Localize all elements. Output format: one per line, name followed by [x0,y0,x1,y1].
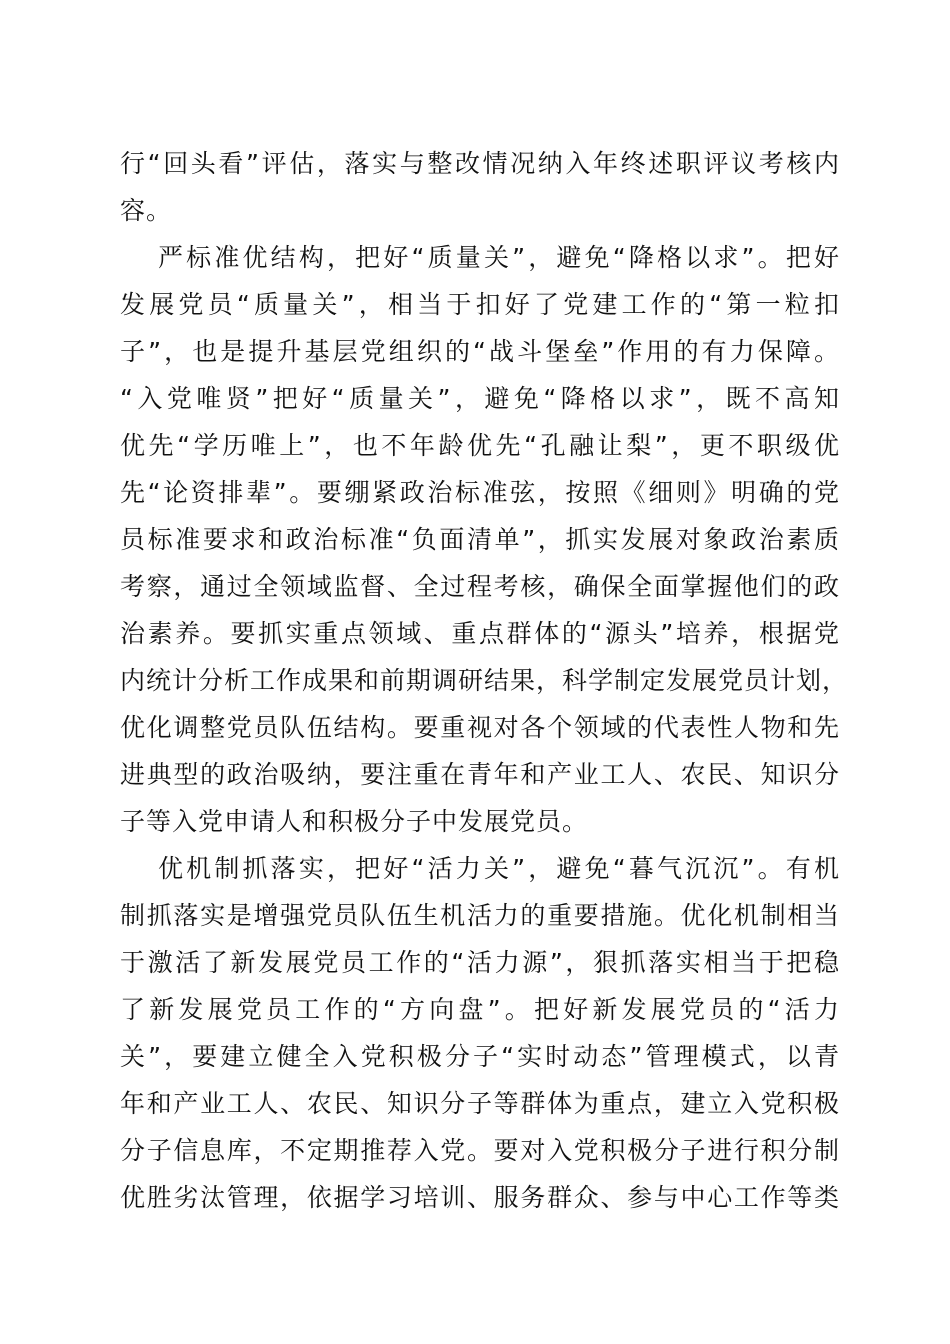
paragraph-3 [120,845,840,1221]
text-line: 员标准要求和政治标准“负面清单”，抓实发展对象政治素质 [120,525,840,554]
text-line: 治素养。要抓实重点领域、重点群体的“源头”培养，根据党 [120,619,840,648]
text-line: 内统计分析工作成果和前期调研结果，科学制定发展党员计划， [120,666,849,695]
text-line: 考察，通过全领域监督、全过程考核，确保全面掌握他们的政 [120,572,840,601]
text-line: 优化调整党员队伍结构。要重视对各个领域的代表性人物和先 [120,713,840,742]
text-line: 容。 [120,196,173,225]
text-line: 严标准优结构，把好“质量关”，避免“降格以求”。把好 [158,243,840,272]
text-line: 子”，也是提升基层党组织的“战斗堡垒”作用的有力保障。 [120,337,840,366]
text-line: 于激活了新发展党员工作的“活力源”，狠抓落实相当于把稳 [120,948,840,977]
paragraph-2 [120,234,849,845]
text-line: 制抓落实是增强党员队伍生机活力的重要措施。优化机制相当 [120,901,840,930]
text-line: 优先“学历唯上”，也不年龄优先“孔融让梨”，更不职级优 [120,431,840,460]
text-line: 年和产业工人、农民、知识分子等群体为重点，建立入党积极 [120,1089,840,1118]
text-line: 了新发展党员工作的“方向盘”。把好新发展党员的“活力 [120,995,840,1024]
text-line: 发展党员“质量关”，相当于扣好了党建工作的“第一粒扣 [120,290,840,319]
paragraph-1 [120,140,840,234]
text-line: “入党唯贤”把好“质量关”，避免“降格以求”，既不高知 [120,384,840,413]
document-body [120,140,849,1221]
text-line: 分子信息库，不定期推荐入党。要对入党积极分子进行积分制 [120,1136,840,1165]
text-line: 进典型的政治吸纳，要注重在青年和产业工人、农民、知识分 [120,760,840,789]
text-line: 优机制抓落实，把好“活力关”，避免“暮气沉沉”。有机 [158,854,840,883]
text-line: 关”，要建立健全入党积极分子“实时动态”管理模式，以青 [120,1042,840,1071]
text-line: 子等入党申请人和积极分子中发展党员。 [120,807,589,836]
text-line: 优胜劣汰管理，依据学习培训、服务群众、参与中心工作等类 [120,1183,840,1212]
text-line: 先“论资排辈”。要绷紧政治标准弦，按照《细则》明确的党 [120,478,840,507]
text-line: 行“回头看”评估，落实与整改情况纳入年终述职评议考核内 [120,149,840,178]
